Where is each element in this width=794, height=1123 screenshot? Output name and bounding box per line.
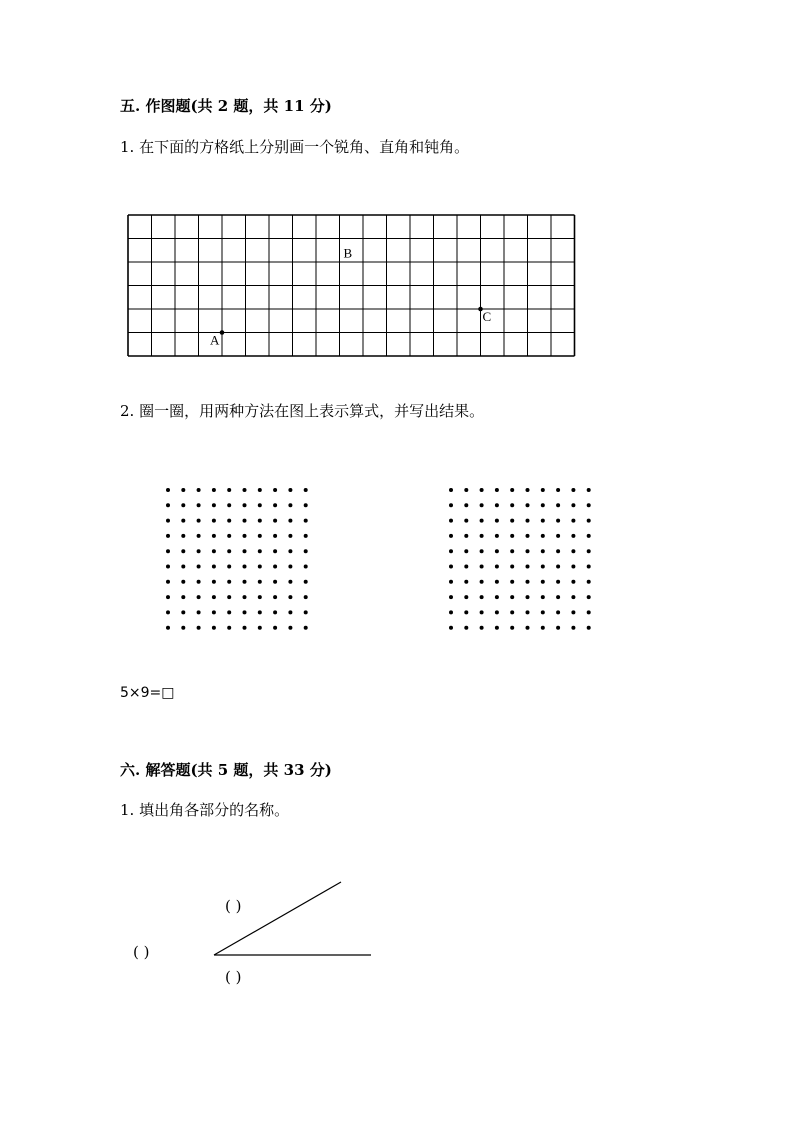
dot: [258, 549, 262, 553]
dot: [197, 595, 201, 599]
dot: [571, 534, 575, 538]
dot: [258, 565, 262, 569]
point-b-label: B: [343, 245, 353, 261]
dot: [587, 503, 591, 507]
dot: [243, 580, 247, 584]
dot: [273, 595, 277, 599]
dot: [288, 488, 292, 492]
dot: [480, 519, 484, 523]
point-c-label: C: [482, 309, 492, 324]
dot: [197, 565, 201, 569]
dot: [449, 503, 453, 507]
dot: [258, 610, 262, 614]
dot: [166, 565, 170, 569]
dot: [464, 595, 468, 599]
dot: [495, 565, 499, 569]
dot: [526, 519, 530, 523]
dot: [556, 610, 560, 614]
dot: [288, 503, 292, 507]
dot: [288, 565, 292, 569]
dot: [212, 488, 216, 492]
dot: [464, 519, 468, 523]
dot: [273, 488, 277, 492]
dot: [449, 565, 453, 569]
dot: [212, 626, 216, 630]
dot: [449, 610, 453, 614]
dot: [495, 488, 499, 492]
dot: [273, 534, 277, 538]
dot: [258, 626, 262, 630]
dot: [480, 503, 484, 507]
dot: [227, 519, 231, 523]
section-5-heading: 五. 作图题(共 2 题，共 11 分): [120, 97, 332, 115]
dot: [212, 595, 216, 599]
dot: [288, 595, 292, 599]
dot: [288, 626, 292, 630]
dot: [273, 610, 277, 614]
dot: [464, 534, 468, 538]
question-1-text: 1. 在下面的方格纸上分别画一个锐角、直角和钝角。: [120, 138, 470, 156]
dot: [587, 595, 591, 599]
dot: [258, 519, 262, 523]
dot: [166, 595, 170, 599]
dot: [181, 503, 185, 507]
dot: [495, 534, 499, 538]
dot: [510, 580, 514, 584]
dot: [510, 549, 514, 553]
dot: [449, 549, 453, 553]
angle-upper-side: [214, 882, 341, 955]
dot: [166, 519, 170, 523]
dot: [166, 488, 170, 492]
dot: [288, 549, 292, 553]
dot: [541, 519, 545, 523]
dot: [480, 610, 484, 614]
dot: [273, 565, 277, 569]
dot: [304, 519, 308, 523]
dot: [495, 626, 499, 630]
dot: [166, 534, 170, 538]
dot-array-right: [443, 482, 595, 637]
dot: [212, 610, 216, 614]
dot: [288, 610, 292, 614]
dot: [243, 519, 247, 523]
dot: [197, 488, 201, 492]
dot: [510, 488, 514, 492]
dot: [304, 549, 308, 553]
dot: [495, 580, 499, 584]
dot: [449, 595, 453, 599]
dot: [556, 580, 560, 584]
dot: [197, 580, 201, 584]
dot: [304, 488, 308, 492]
section-6-heading: 六. 解答题(共 5 题，共 33 分): [120, 761, 332, 779]
dot: [449, 488, 453, 492]
dot: [541, 580, 545, 584]
dot: [587, 519, 591, 523]
dot: [227, 580, 231, 584]
dot: [197, 626, 201, 630]
dot: [258, 534, 262, 538]
dot: [449, 626, 453, 630]
dot: [556, 503, 560, 507]
dot: [510, 595, 514, 599]
dot: [571, 595, 575, 599]
dot: [166, 610, 170, 614]
dot: [181, 549, 185, 553]
dot: [541, 549, 545, 553]
dot: [587, 488, 591, 492]
equation-5x9: 5×9=□: [120, 685, 175, 701]
dot: [212, 549, 216, 553]
dot: [571, 610, 575, 614]
dot: [227, 595, 231, 599]
dot: [166, 503, 170, 507]
dot: [212, 503, 216, 507]
blank-upper-side[interactable]: ( ): [225, 897, 242, 915]
dot: [587, 565, 591, 569]
dot: [181, 610, 185, 614]
dot: [273, 519, 277, 523]
dot: [181, 626, 185, 630]
dot: [526, 580, 530, 584]
dot: [480, 549, 484, 553]
dot: [304, 565, 308, 569]
dot: [526, 488, 530, 492]
dot: [571, 519, 575, 523]
dot: [449, 580, 453, 584]
dot: [526, 626, 530, 630]
dot: [480, 580, 484, 584]
dot: [197, 519, 201, 523]
dot: [556, 565, 560, 569]
dot: [510, 534, 514, 538]
dot: [181, 595, 185, 599]
dot: [480, 565, 484, 569]
dot: [181, 519, 185, 523]
dot: [495, 595, 499, 599]
dot: [227, 610, 231, 614]
dot: [541, 610, 545, 614]
dot: [197, 534, 201, 538]
dot: [273, 626, 277, 630]
dot: [480, 626, 484, 630]
dot: [243, 549, 247, 553]
dot: [571, 580, 575, 584]
dot: [304, 534, 308, 538]
dot: [556, 595, 560, 599]
dot: [304, 610, 308, 614]
dot: [449, 519, 453, 523]
blank-vertex[interactable]: ( ): [133, 943, 150, 961]
dot: [526, 549, 530, 553]
dot: [495, 519, 499, 523]
dot: [181, 565, 185, 569]
dot: [587, 534, 591, 538]
dot: [273, 549, 277, 553]
dot-array-left: [160, 482, 312, 637]
dot: [258, 595, 262, 599]
dot: [181, 488, 185, 492]
dot: [587, 626, 591, 630]
dot: [526, 565, 530, 569]
grid-svg: [127, 214, 577, 359]
dot: [212, 565, 216, 569]
dot: [258, 488, 262, 492]
dot: [510, 519, 514, 523]
dot: [526, 610, 530, 614]
dot: [556, 488, 560, 492]
dot: [212, 534, 216, 538]
dot: [541, 503, 545, 507]
dot: [480, 488, 484, 492]
dot: [181, 534, 185, 538]
dot: [464, 503, 468, 507]
dot: [495, 610, 499, 614]
dot: [197, 549, 201, 553]
dot: [181, 580, 185, 584]
dot: [541, 595, 545, 599]
dot: [556, 519, 560, 523]
grid-paper: [127, 214, 577, 363]
dot: [449, 534, 453, 538]
dot: [304, 503, 308, 507]
dot: [227, 534, 231, 538]
dot: [495, 549, 499, 553]
dot: [480, 534, 484, 538]
dot: [258, 503, 262, 507]
dot: [243, 534, 247, 538]
dot: [227, 565, 231, 569]
dot: [273, 580, 277, 584]
dot: [587, 610, 591, 614]
dot: [227, 549, 231, 553]
dot: [510, 565, 514, 569]
dot: [541, 534, 545, 538]
dot: [571, 549, 575, 553]
dot: [464, 549, 468, 553]
dot: [243, 503, 247, 507]
dot: [166, 580, 170, 584]
dot: [464, 610, 468, 614]
dot: [556, 534, 560, 538]
dot: [571, 503, 575, 507]
dot: [243, 595, 247, 599]
dot: [227, 488, 231, 492]
dot: [288, 519, 292, 523]
dot: [212, 580, 216, 584]
dot: [243, 610, 247, 614]
dot: [197, 610, 201, 614]
dot: [166, 626, 170, 630]
dot: [587, 580, 591, 584]
dot: [480, 595, 484, 599]
dot: [227, 503, 231, 507]
dot: [541, 565, 545, 569]
dot: [571, 565, 575, 569]
dot: [510, 610, 514, 614]
dot: [212, 519, 216, 523]
dot: [464, 488, 468, 492]
dot: [304, 626, 308, 630]
dot: [541, 488, 545, 492]
dot: [304, 595, 308, 599]
point-a-label: A: [210, 332, 220, 348]
dot: [571, 488, 575, 492]
dot: [243, 565, 247, 569]
dot: [243, 626, 247, 630]
dot: [526, 503, 530, 507]
dot: [464, 565, 468, 569]
dot: [526, 534, 530, 538]
dot: [541, 626, 545, 630]
dot: [288, 580, 292, 584]
dot: [526, 595, 530, 599]
dot: [464, 626, 468, 630]
dot: [258, 580, 262, 584]
dot: [556, 626, 560, 630]
dot: [166, 549, 170, 553]
question-2-text: 2. 圈一圈，用两种方法在图上表示算式，并写出结果。: [120, 402, 485, 420]
dot: [464, 580, 468, 584]
dot: [288, 534, 292, 538]
dot: [273, 503, 277, 507]
dot: [304, 580, 308, 584]
dot: [556, 549, 560, 553]
point-a-dot: [220, 330, 225, 335]
dot: [510, 503, 514, 507]
dot: [227, 626, 231, 630]
dot: [510, 626, 514, 630]
blank-lower-side[interactable]: ( ): [225, 968, 242, 986]
dot: [571, 626, 575, 630]
dot: [243, 488, 247, 492]
dot: [197, 503, 201, 507]
dot: [495, 503, 499, 507]
angle-figure: [120, 870, 380, 970]
dot: [587, 549, 591, 553]
section-6-question-1-text: 1. 填出角各部分的名称。: [120, 801, 290, 819]
